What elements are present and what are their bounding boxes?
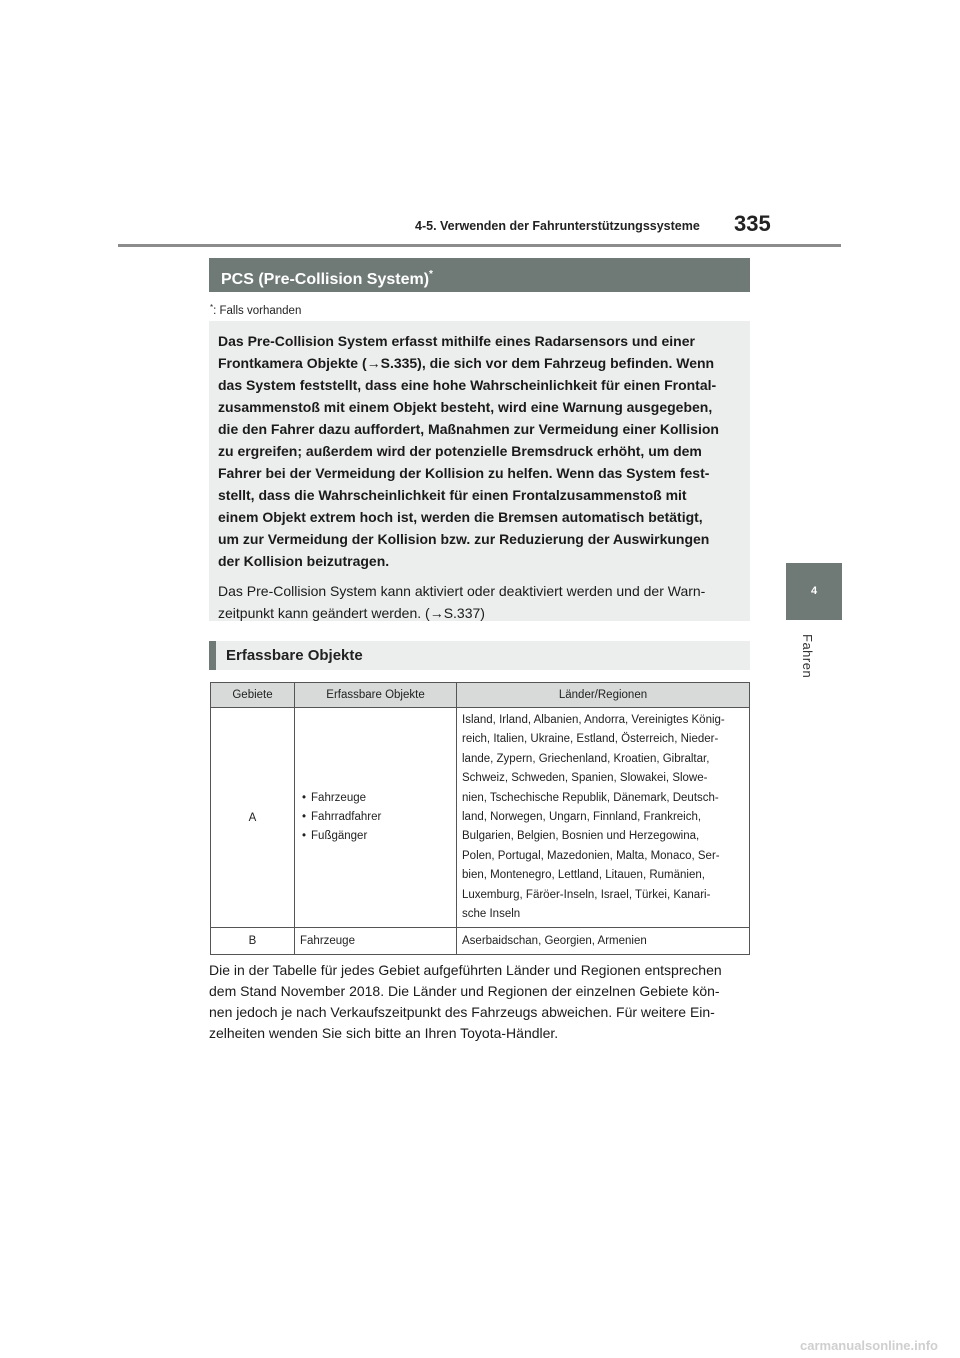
table-header-cell: Erfassbare Objekte xyxy=(295,683,457,708)
closing-line: nen jedoch je nach Verkaufszeitpunkt des Fahrzeugs abweichen. Für weitere Ein- xyxy=(209,1004,715,1020)
summary-line: zeitpunkt kann geändert werden. (→S.337) xyxy=(218,605,485,621)
summary-line: einem Objekt extrem hoch ist, werden die Bremsen automatisch betätigt, xyxy=(218,509,703,525)
section-title xyxy=(209,258,750,292)
countries-line: nien, Tschechische Republik, Dänemark, Deutsch- xyxy=(462,791,719,804)
page-number: 335 xyxy=(734,211,771,236)
countries-cell: Aserbaidschan, Georgien, Armenien xyxy=(457,928,750,955)
countries-cell xyxy=(457,708,750,928)
countries-line: sche Inseln xyxy=(462,908,521,921)
countries-line: lande, Zypern, Griechenland, Kroatien, Gibraltar, xyxy=(462,752,710,765)
table-header-row xyxy=(211,683,750,708)
objects-list xyxy=(296,789,455,846)
summary-normal-paragraph xyxy=(218,580,740,624)
summary-line: Das Pre-Collision System erfasst mithilfe eines Radarsensors und einer xyxy=(218,333,695,349)
running-header-section: 4-5. Verwenden der Fahrunterstützungssysteme xyxy=(415,219,700,233)
subheading-detectable-objects: Erfassbare Objekte xyxy=(209,641,750,670)
section-title-text: PCS (Pre-Collision System) xyxy=(221,271,430,288)
footnote-mark: * xyxy=(210,303,214,312)
countries-line: Island, Irland, Albanien, Andorra, Vereinigtes König- xyxy=(462,714,725,726)
summary-bold-paragraph xyxy=(218,330,740,572)
countries-line: bien, Montenegro, Lettland, Litauen, Rumänien, xyxy=(462,869,705,882)
chapter-tab-label: Fahren xyxy=(800,634,815,679)
list-item: • Fußgänger xyxy=(302,827,455,846)
summary-line: zu ergreifen; außerdem wird der potenzielle Bremsdruck erhöht, um dem xyxy=(218,443,702,459)
watermark: carmanualsonline.info xyxy=(800,1338,938,1353)
objects-cell: Fahrzeuge xyxy=(295,928,457,955)
summary-line: das System feststellt, dass eine hohe Wahrscheinlichkeit für einen Frontal- xyxy=(218,377,717,393)
table-row xyxy=(211,708,750,928)
header-divider xyxy=(118,244,841,247)
countries-line: Polen, Portugal, Mazedonien, Malta, Monaco, Ser- xyxy=(462,849,720,862)
list-item: • Fahrradfahrer xyxy=(302,808,455,827)
summary-line: um zur Vermeidung der Kollision bzw. zur Reduzierung der Auswirkungen xyxy=(218,531,710,547)
region-cell: B xyxy=(211,928,295,955)
closing-line: dem Stand November 2018. Die Länder und Regionen der einzelnen Gebiete kön- xyxy=(209,983,720,999)
closing-paragraph xyxy=(209,960,754,1044)
summary-line: Frontkamera Objekte (→S.335), die sich vor dem Fahrzeug befinden. Wenn xyxy=(218,355,715,371)
table-header-cell: Gebiete xyxy=(211,683,295,708)
region-cell: A xyxy=(211,708,295,928)
countries-line: Bulgarien, Belgien, Bosnien und Herzegowina, xyxy=(462,830,700,843)
countries-line: Luxemburg, Färöer-Inseln, Israel, Türkei, Kanari- xyxy=(462,888,711,901)
summary-line: stellt, dass die Wahrscheinlichkeit für einen Frontalzusammenstoß mit xyxy=(218,487,687,503)
table-row xyxy=(211,928,750,955)
summary-line: Fahrer bei der Vermeidung der Kollision zu helfen. Wenn das System fest- xyxy=(218,465,710,481)
countries-line: Schweiz, Schweden, Spanien, Slowakei, Slowe- xyxy=(462,772,708,785)
countries-line: reich, Italien, Ukraine, Estland, Österreich, Nieder- xyxy=(462,733,719,746)
countries-line: land, Norwegen, Ungarn, Finnland, Frankreich, xyxy=(462,811,702,824)
list-item: • Fahrzeuge xyxy=(302,789,455,808)
footnote-text: : Falls vorhanden xyxy=(213,305,302,317)
table-header-cell: Länder/Regionen xyxy=(457,683,750,708)
summary-line: die den Fahrer dazu auffordert, Maßnahmen zur Vermeidung einer Kollision xyxy=(218,421,719,437)
detectable-objects-table xyxy=(210,682,750,955)
section-title-mark: * xyxy=(429,269,433,280)
summary-line: Das Pre-Collision System kann aktiviert oder deaktiviert werden und der Warn- xyxy=(218,583,706,599)
closing-line: Die in der Tabelle für jedes Gebiet aufgeführten Länder und Regionen entsprechen xyxy=(209,962,722,978)
summary-line: zusammenstoß mit einem Objekt besteht, wird eine Warnung ausgegeben, xyxy=(218,399,713,415)
summary-line: der Kollision beizutragen. xyxy=(218,553,390,569)
objects-cell xyxy=(295,708,457,928)
closing-line: zelheiten wenden Sie sich bitte an Ihren Toyota-Händler. xyxy=(209,1025,559,1041)
chapter-tab: 4 xyxy=(786,563,842,620)
footnote xyxy=(210,303,301,317)
summary-box xyxy=(209,321,750,621)
